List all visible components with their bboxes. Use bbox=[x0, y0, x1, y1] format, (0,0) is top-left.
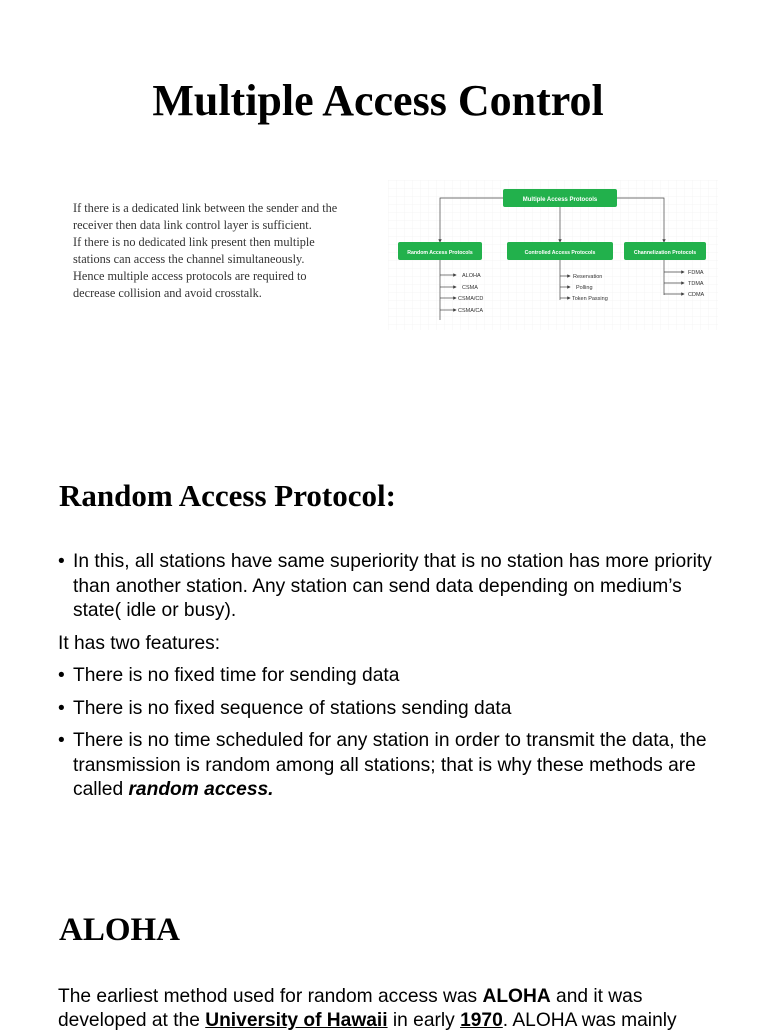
intro-line: Hence multiple access protocols are required to bbox=[73, 269, 307, 283]
leaf-reservation: Reservation bbox=[573, 274, 603, 280]
aloha-line-2 bbox=[58, 1009, 768, 1033]
leaf-aloha: ALOHA bbox=[462, 273, 481, 279]
intro-line: receiver then data link control layer is sufficient. bbox=[73, 218, 312, 232]
protocols-diagram bbox=[388, 180, 718, 330]
university-of-hawaii: University of Hawaii bbox=[205, 1010, 388, 1031]
aloha-line-1 bbox=[58, 985, 768, 1009]
bullet-text bbox=[73, 730, 707, 800]
bullet-item bbox=[58, 550, 718, 624]
branch-node-label: Controlled Access Protocols bbox=[524, 250, 596, 256]
text-part: developed at the bbox=[58, 1010, 206, 1031]
intro-line: If there is a dedicated link between the sender and the bbox=[73, 201, 338, 215]
aloha-bold: ALOHA bbox=[482, 986, 551, 1007]
bullet-text: There is no fixed sequence of stations sending data bbox=[73, 697, 512, 719]
slide-title-multiple-access-control: Multiple Access Control bbox=[152, 76, 604, 125]
slide-title-aloha: ALOHA bbox=[59, 912, 181, 948]
bullet-item bbox=[58, 697, 718, 722]
bullet-item bbox=[58, 729, 718, 803]
bullet-glyph: • bbox=[58, 697, 65, 719]
leaf-token-passing: Token Passing bbox=[572, 296, 608, 302]
branch-node-label: Random Access Protocols bbox=[407, 250, 473, 256]
leaf-cdma: CDMA bbox=[688, 292, 705, 298]
leaf-polling: Polling bbox=[576, 285, 593, 291]
intro-line: If there is no dedicated link present then multiple bbox=[73, 235, 315, 249]
bullet-text: In this, all stations have same superiority that is no station has more priority than another station. Any station can send data depending on medium’s state( idle or busy). bbox=[73, 551, 712, 621]
leaf-csma: CSMA bbox=[462, 285, 478, 291]
slide-title-random-access-protocol: Random Access Protocol: bbox=[59, 478, 396, 513]
leaf-tdma: TDMA bbox=[688, 281, 704, 287]
bullet-glyph: • bbox=[58, 551, 65, 572]
text-part: and it was bbox=[550, 986, 643, 1007]
bullet-glyph: • bbox=[58, 730, 65, 751]
random-access-content bbox=[58, 550, 718, 811]
intro-line: decrease collision and avoid crosstalk. bbox=[73, 286, 262, 300]
intro-line: stations can access the channel simultaneously. bbox=[73, 252, 305, 266]
random-access-emphasis: random access. bbox=[128, 779, 274, 800]
leaf-fdma: FDMA bbox=[688, 270, 704, 276]
text-part: . ALOHA was mainly bbox=[502, 1010, 677, 1031]
bullet-item bbox=[58, 664, 718, 689]
intro-paragraph bbox=[73, 200, 393, 302]
root-node-label: Multiple Access Protocols bbox=[522, 197, 598, 203]
branch-node-label: Channelization Protocols bbox=[633, 250, 697, 256]
aloha-paragraph bbox=[58, 985, 768, 1033]
leaf-csma-ca: CSMA/CA bbox=[458, 308, 484, 314]
bullet-text-part: There is no time scheduled for any station in order to transmit the data, the transmission is random among all stations; that is why these methods are called bbox=[73, 730, 707, 800]
year-1970: 1970 bbox=[460, 1010, 503, 1031]
text-part: The earliest method used for random access was bbox=[58, 986, 483, 1007]
bullet-text: There is no fixed time for sending data bbox=[73, 665, 400, 686]
bullet-glyph: • bbox=[58, 665, 65, 686]
leaf-csma-cd: CSMA/CD bbox=[458, 296, 484, 302]
text-part: in early bbox=[387, 1010, 461, 1031]
features-intro: It has two features: bbox=[58, 632, 221, 654]
